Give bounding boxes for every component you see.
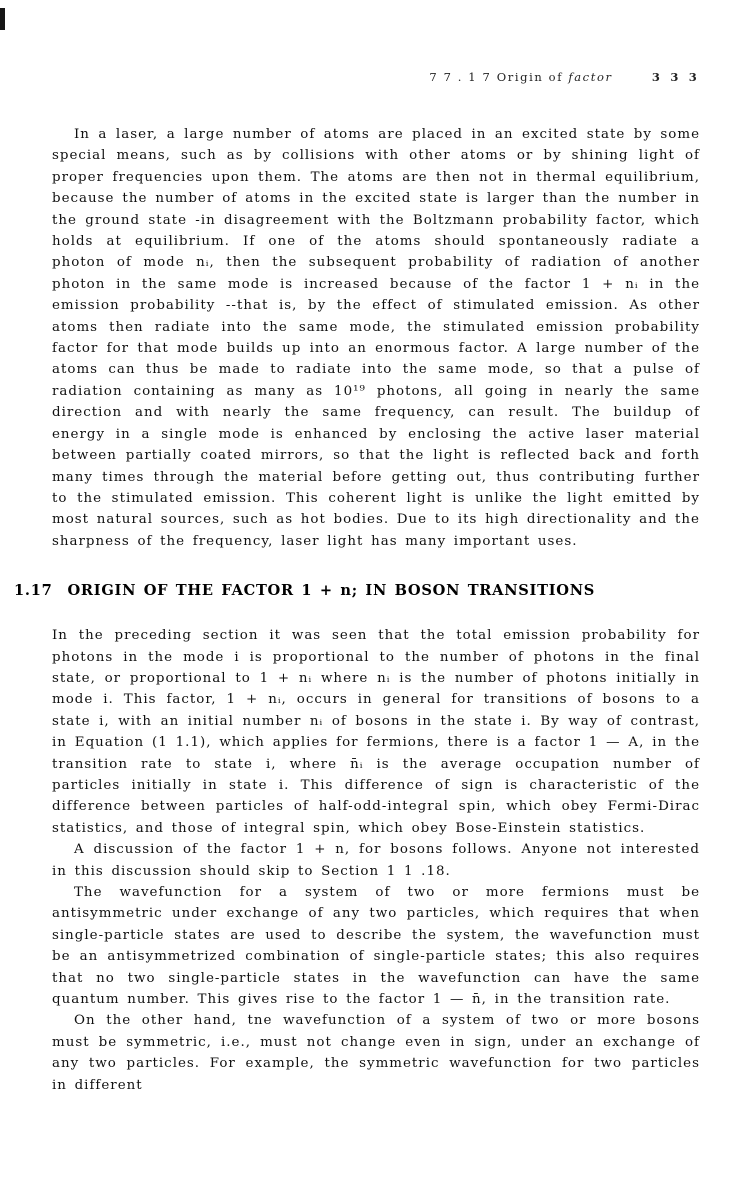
paragraph-laser-intro: In a laser, a large number of atoms are placed in an excited state by some special means, such as by collisions with other atoms or by shining light of proper frequencies upon them. The atoms are then not in thermal equilibrium, because the number of atoms in the excited state is larger than the number in the ground state -in disagreement with the Boltzmann probability factor, which holds at equilibrium. If one of the atoms should spontaneously radiate a photon of mode nᵢ, then the subsequent probability of radiation of another photon in the same mode is increased because of the factor 1 + nᵢ in the emission probability --that is, by the effect of stimulated emission. As other atoms then radiate into the same mode, the stimulated emission probability factor for that mode builds up into an enormous factor. A large number of the atoms can thus be made to radiate into the same mode, so that a pulse of radiation containing as many as 10¹⁹ photons, all going in nearly the same direction and with nearly the same frequency, can result. The buildup of energy in a single mode is enhanced by enclosing the active laser material between partially coated mirrors, so that the light is reflected back and forth many times through the material before getting out, thus contributing further to the stimulated emission. This coherent light is unlike the light emitted by most natural sources, such as hot bodies. Due to its high directionality and the sharpness of the frequency, laser light has many important uses.: [52, 127, 700, 549]
page-number: 3 3 3: [651, 70, 700, 84]
page-header: [52, 70, 700, 84]
paragraph-emission-probability: In the preceding section it was seen that the total emission probability for photons in the mode i is proportional to the number of photons in the final state, or proportional to 1 + nᵢ where nᵢ is the number of photons initially in mode i. This factor, 1 + nᵢ, occurs in general for transitions of bosons to a state i, with an initial number nᵢ of bosons in the state i. By way of contrast, in Equation (1 1.1), which applies for fermions, there is a factor 1 — A, in the transition rate to state i, where n̄ᵢ is the average occupation number of particles initially in state i. This difference of sign is characteristic of the difference between particles of half-odd-integral spin, which obey Fermi-Dirac statistics, and those of integral spin, which obey Bose-Einstein statistics.: [52, 628, 700, 836]
section-title: ORIGIN OF THE FACTOR 1 + n; IN BOSON TRANSITIONS: [67, 582, 596, 600]
section-number: 1.17: [14, 582, 53, 600]
paragraph-discussion-note: A discussion of the factor 1 + n, for bosons follows. Anyone not interested in this discussion should skip to Section 1 1 .18.: [52, 842, 700, 879]
paragraph-boson-wavefunction: On the other hand, tne wavefunction of a system of two or more bosons must be symmetric, i.e., must not change even in sign, under an exchange of any two particles. For example, the symmetric wavefunction for two particles in different: [52, 1013, 700, 1093]
paragraph-fermion-wavefunction: The wavefunction for a system of two or more fermions must be antisymmetric under exchange of any two particles, which requires that when single-particle states are used to describe the system, the wavefunction must be an antisymmetrized combination of single-particle states; this also requires that no two single-particle states in the wavefunction can have the same quantum number. This gives rise to the factor 1 — n̄, in the transition rate.: [52, 885, 700, 1008]
running-head: 7 7 . 1 7 Origin of: [429, 70, 564, 84]
scan-artifact: [0, 8, 5, 30]
running-head-emphasis: factor: [568, 70, 613, 84]
section-heading: [14, 582, 700, 599]
